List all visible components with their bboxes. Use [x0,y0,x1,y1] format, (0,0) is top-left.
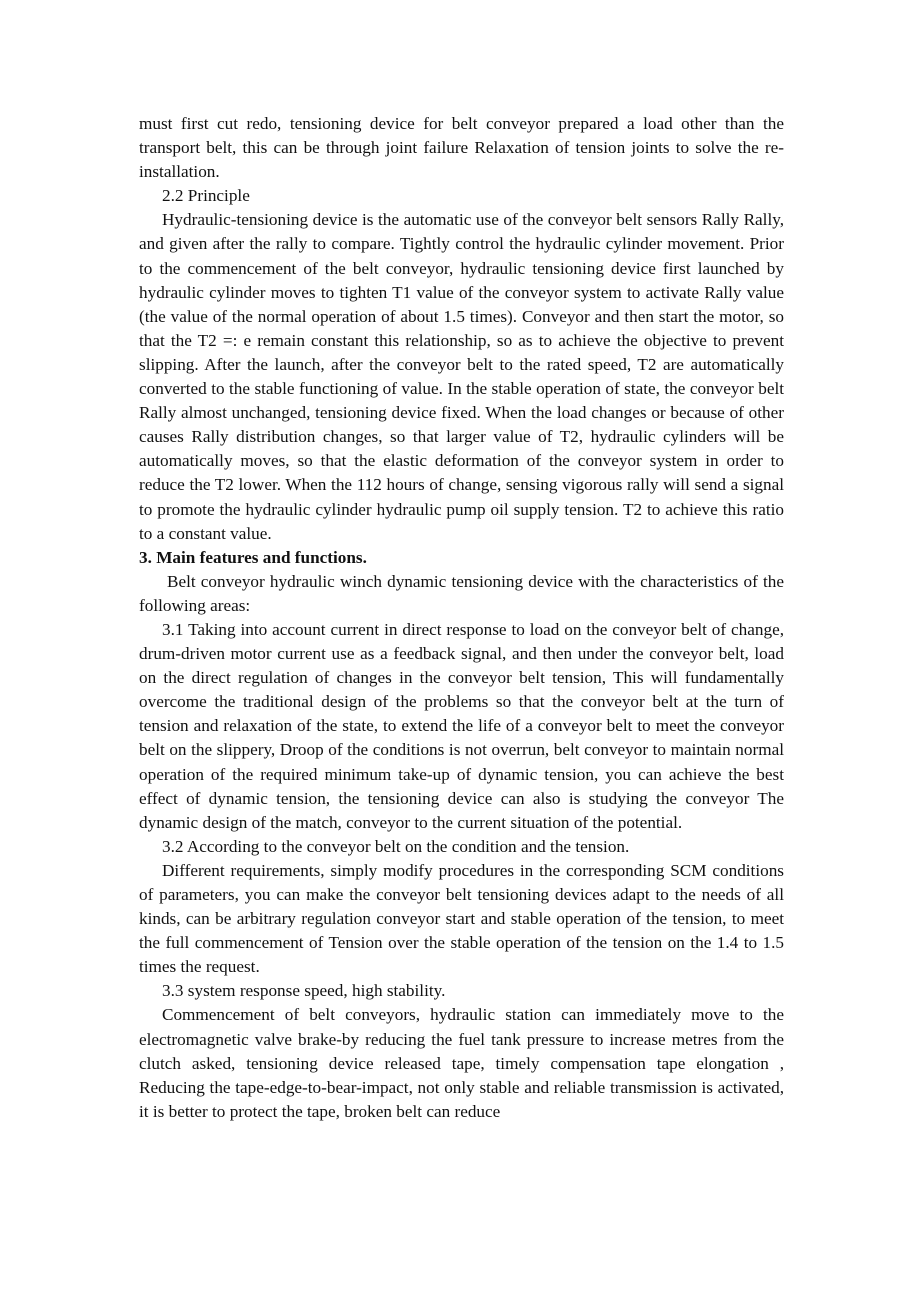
paragraph-section-3-intro: Belt conveyor hydraulic winch dynamic tensioning device with the characteristics of the following areas: [139,571,784,615]
paragraph-principle: Hydraulic-tensioning device is the automatic use of the conveyor belt sensors Rally Rally, and given after the rally to compare. Tightly control the hydraulic cylinder movement. Prior to the commencement of the belt conveyor, hydraulic tensioning device first launched by hydraulic cylinder moves to tighten T1 value of the conveyor system to activate Rally value (the value of the normal operation of about 1.5 times). Conveyor and then start the motor, so that the T2 =: e remain constant this relationship, so as to achieve the objective to prevent slipping. After the launch, after the conveyor belt to the rated speed, T2 are automatically converted to the stable functioning of value. In the stable operation of state, the conveyor belt Rally almost unchanged, tensioning device fixed. When the load changes or because of other causes Rally distribution changes, so that larger value of T2, hydraulic cylinders will be automatically moves, so that the elastic deformation of the conveyor system in order to reduce the T2 lower. When the 112 hours of change, sensing vigorous rally will send a signal to promote the hydraulic cylinder hydraulic pump oil supply tension. T2 to achieve this ratio to a constant value. [139,210,784,543]
paragraph-continued: must first cut redo, tensioning device for belt conveyor prepared a load other than the transport belt, this can be through joint failure Relaxation of tension joints to solve the re-installation. [139,114,784,182]
document-page [139,112,784,1124]
paragraph-3-2: Different requirements, simply modify procedures in the corresponding SCM conditions of parameters, you can make the conveyor belt tensioning devices adapt to the needs of all kinds, can be arbitrary regulation conveyor start and stable operation of the tension, to meet the full commencement of Tension over the stable operation of the tension on the 1.4 to 1.5 times the request. [139,860,784,977]
paragraph-3-3: Commencement of belt conveyors, hydraulic station can immediately move to the electromagnetic valve brake-by reducing the fuel tank pressure to increase metres from the clutch asked, tensioning device released tape, timely compensation tape elongation , Reducing the tape-edge-to-bear-impact, not only stable and reliable transmission is activated, it is better to protect the tape, broken belt can reduce [139,1005,784,1121]
paragraph-3-1: 3.1 Taking into account current in direct response to load on the conveyor belt of change, drum-driven motor current use as a feedback signal, and then under the conveyor belt, load on the direct regulation of changes in the conveyor belt tension, This will fundamentally overcome the traditional design of the problems so that the conveyor belt at the turn of tension and relaxation of the state, to extend the life of a conveyor belt to meet the conveyor belt on the slippery, Droop of the conditions is not overrun, belt conveyor to maintain normal operation of the required minimum take-up of dynamic tension, you can achieve the best effect of dynamic tension, the tensioning device can also is studying the conveyor The dynamic design of the match, conveyor to the current situation of the potential. [139,619,784,832]
section-3-2-heading: 3.2 According to the conveyor belt on the condition and the tension. [162,836,630,856]
section-3-3-heading: 3.3 system response speed, high stability. [162,981,446,1001]
section-2-2-heading: 2.2 Principle [162,186,250,206]
section-3-heading: 3. Main features and functions. [139,547,367,567]
